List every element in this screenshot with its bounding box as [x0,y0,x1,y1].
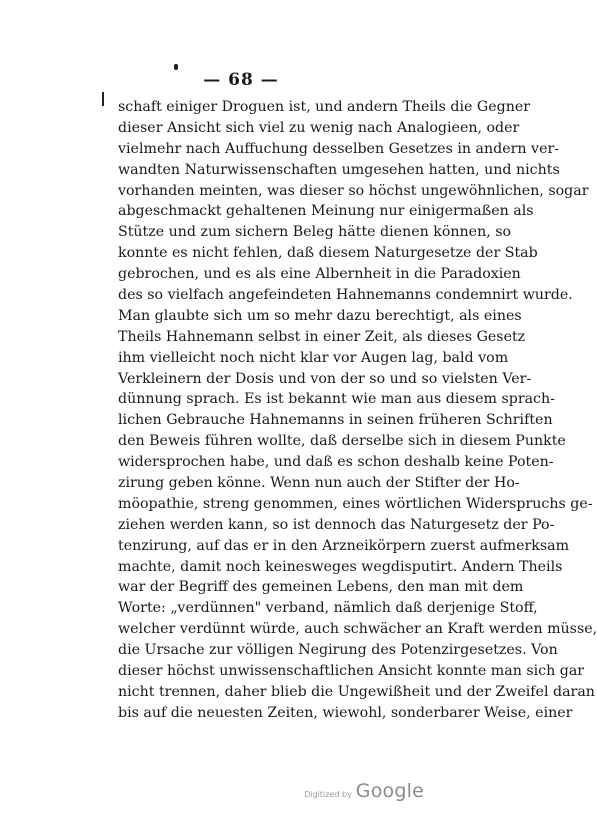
text-line: Man glaubte sich um so mehr dazu berechtigt, als eines [118,307,522,324]
text-line: den Beweis führen wollte, daß derselbe sich in diesem Punkte [118,433,566,450]
text-line: widersprochen habe, und daß es schon deshalb keine Poten- [118,454,554,471]
text-line: gebrochen, und es als eine Albernheit in die Paradoxien [118,266,521,283]
text-line: dieser höchst unwissenschaftlichen Ansicht konnte man sich gar [118,663,585,680]
text-line: des so vielfach angefeindeten Hahnemanns condemnirt wurde. [118,287,573,304]
margin-mark [102,92,104,106]
text-line: machte, damit noch keinesweges wegdisputirt. Andern Theils [118,558,563,575]
text-line: nicht trennen, daher blieb die Ungewißheit und der Zweifel daran [118,683,595,700]
text-line: tenzirung, auf das er in den Arzneikörpern zuerst aufmerksam [118,537,570,554]
text-line: bis auf die neuesten Zeiten, wiewohl, sonderbarer Weise, einer [118,704,573,721]
text-line: die Ursache zur völligen Negirung des Potenzirgesetzes. Von [118,642,558,659]
text-line: ihm vielleicht noch nicht klar vor Augen lag, bald vom [118,349,509,366]
text-line: vielmehr nach Auffuchung desselben Gesetzes in andern ver- [118,140,560,157]
digitized-watermark [304,780,424,802]
text-line: Theils Hahnemann selbst in einer Zeit, als dieses Gesetz [118,328,526,345]
text-line: dünnung sprach. Es ist bekannt wie man aus diesem sprach- [118,391,555,408]
text-line: möopathie, streng genommen, eines wörtlichen Widerspruchs ge- [118,495,593,512]
text-line: konnte es nicht fehlen, daß diesem Naturgesetze der Stab [118,245,538,262]
text-line: lichen Gebrauche Hahnemanns in seinen früheren Schriften [118,412,553,429]
text-line: schaft einiger Droguen ist, und andern Theils die Gegner [118,99,531,115]
body-text [118,97,597,724]
text-line: war der Begriff des gemeinen Lebens, den man mit dem [118,579,524,596]
text-line: Stütze und zum sichern Beleg hätte dienen können, so [118,224,512,241]
text-line: vorhanden meinten, was dieser so höchst ungewöhnlichen, sogar [118,182,589,199]
text-line: welcher verdünnt würde, auch schwächer an Kraft werden müsse, [118,621,597,638]
text-line: ziehen werden kann, so ist dennoch das Naturgesetz der Po- [118,516,555,533]
text-line: dieser Ansicht sich viel zu wenig nach Analogieen, oder [118,119,520,136]
text-line: wandten Naturwissenschaften umgesehen hatten, und nichts [118,161,560,178]
text-line: Verkleinern der Dosis und von der so und so vielsten Ver- [118,370,532,387]
digitized-label: Digitized by [304,790,352,799]
text-line: Worte: „verdünnen" verband, nämlich daß derjenige Stoff, [118,600,538,617]
text-line: abgeschmackt gehaltenen Meinung nur einigermaßen als [118,203,534,220]
page-number: — 68 — [203,70,279,90]
google-logo: Google [355,780,424,802]
text-line: zirung geben könne. Wenn nun auch der Stifter der Ho- [118,475,520,492]
